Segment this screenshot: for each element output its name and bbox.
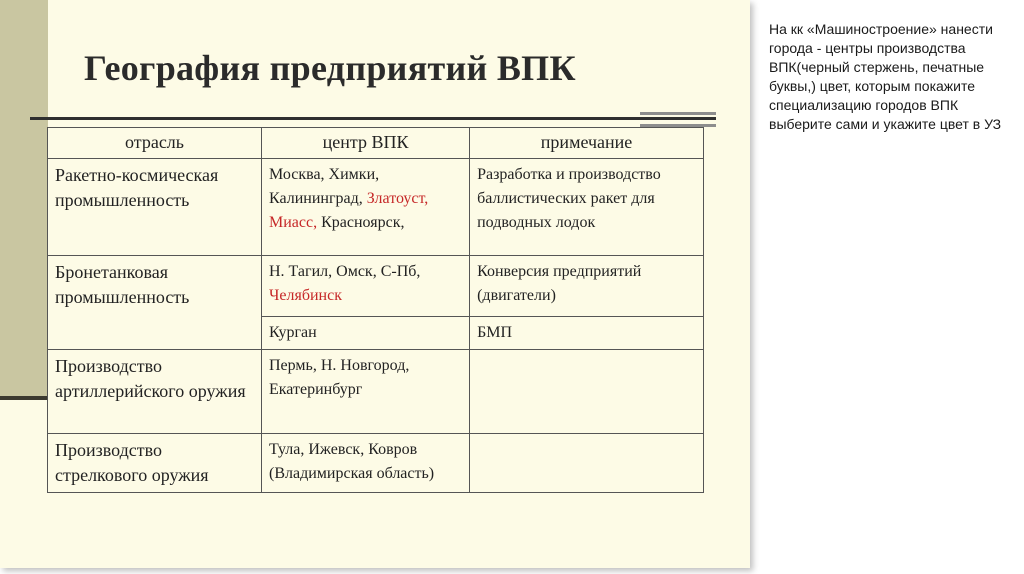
- table-row: [48, 434, 704, 493]
- note-cell: Конверсия предприятий (двигатели): [470, 256, 704, 317]
- header-note: примечание: [470, 128, 704, 159]
- center-cell: [262, 256, 470, 317]
- branch-cell: Производство артиллерийского оружия: [48, 350, 262, 434]
- accent-bar: [0, 0, 48, 396]
- slide-title: География предприятий ВПК: [84, 48, 576, 88]
- vpk-table: [47, 127, 704, 493]
- center-text: Москва, Химки, Калининград,: [269, 166, 380, 207]
- center-text: Н. Тагил, Омск, С-Пб,: [269, 263, 421, 280]
- branch-cell: Ракетно-космическая промышленность: [48, 159, 262, 256]
- side-note: На кк «Машиностроение» нанести города - центры производства ВПК(черный стержень, печатные буквы,) цвет, которым покажите специализацию городов ВПК выберите сами и укажите цвет в УЗ: [769, 21, 1002, 132]
- table-header-row: [48, 128, 704, 159]
- table-row: [48, 256, 704, 317]
- center-cell: [262, 159, 470, 256]
- note-cell: Разработка и производство баллистических ракет для подводных лодок: [470, 159, 704, 256]
- branch-cell: Производство стрелкового оружия: [48, 434, 262, 493]
- center-cell: Тула, Ижевск, Ковров (Владимирская область): [262, 434, 470, 493]
- center-cell: Курган: [262, 317, 470, 350]
- center-cell: Пермь, Н. Новгород, Екатеринбург: [262, 350, 470, 434]
- branch-cell: Бронетанковая промышленность: [48, 256, 262, 350]
- header-branch: отрасль: [48, 128, 262, 159]
- note-cell: [470, 350, 704, 434]
- table-row: [48, 159, 704, 256]
- note-cell: БМП: [470, 317, 704, 350]
- accent-bar-underline: [0, 396, 48, 400]
- center-text-highlight: Челябинск: [269, 287, 342, 304]
- table-row: [48, 350, 704, 434]
- center-text-highlight: Златоуст, Миасс,: [269, 190, 429, 231]
- header-center: центр ВПК: [262, 128, 470, 159]
- note-cell: [470, 434, 704, 493]
- center-text: Красноярск,: [317, 214, 405, 231]
- title-rule: [30, 117, 716, 120]
- title-rule-accent-top: [640, 112, 716, 115]
